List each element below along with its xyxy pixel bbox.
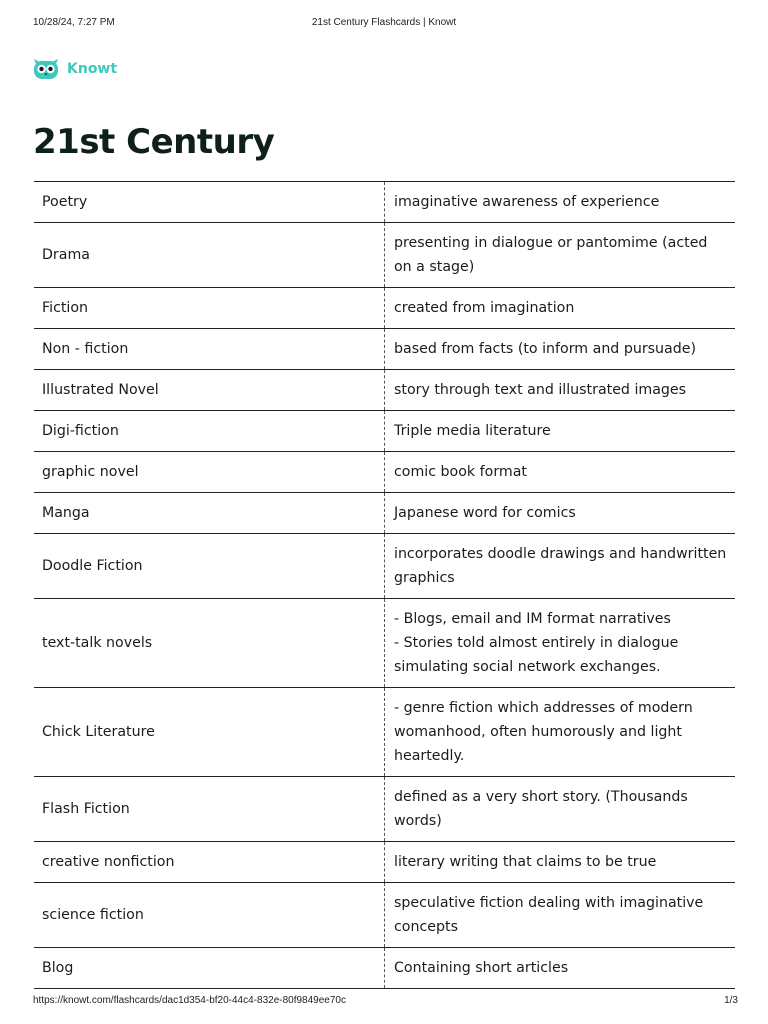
flashcard-definition [385,411,736,452]
definition-line: imaginative awareness of experience [394,194,660,210]
definition-line: presenting in dialogue or pantomime (acted on a stage) [394,235,708,275]
flashcard-row [34,452,735,493]
flashcard-term: Manga [34,493,385,534]
flashcard-definition [385,182,736,223]
definition-line: - genre fiction which addresses of modern womanhood, often humorously and light heartedly. [394,700,693,764]
flashcard-definition [385,599,736,688]
flashcard-term: Poetry [34,182,385,223]
flashcard-definition [385,452,736,493]
flashcard-row [34,883,735,948]
flashcard-row [34,948,735,989]
flashcard-row [34,223,735,288]
flashcard-term: science fiction [34,883,385,948]
print-page-title: 21st Century Flashcards | Knowt [311,17,457,28]
knowt-owl-logo-icon [33,58,59,80]
definition-line: - Stories told almost entirely in dialogue simulating social network exchanges. [394,635,679,675]
page-title: 21st Century [33,122,275,162]
flashcard-term: Non - fiction [34,329,385,370]
definition-line: Triple media literature [394,423,551,439]
flashcards-table [34,181,735,989]
flashcard-term: Illustrated Novel [34,370,385,411]
page-number: 1/3 [724,995,738,1006]
flashcard-row [34,842,735,883]
flashcard-row [34,288,735,329]
flashcard-row [34,688,735,777]
definition-line: based from facts (to inform and pursuade) [394,341,697,357]
flashcard-definition [385,329,736,370]
flashcard-term: Flash Fiction [34,777,385,842]
flashcard-definition [385,223,736,288]
flashcard-definition [385,883,736,948]
flashcard-row [34,411,735,452]
flashcard-row [34,534,735,599]
print-header [33,17,735,31]
page-url: https://knowt.com/flashcards/dac1d354-bf20-44c4-832e-80f9849ee70c [33,995,346,1006]
flashcard-row [34,777,735,842]
print-footer [33,995,738,1009]
flashcard-row [34,493,735,534]
definition-line: literary writing that claims to be true [394,854,657,870]
flashcard-definition [385,688,736,777]
flashcard-row [34,329,735,370]
definition-line: created from imagination [394,300,575,316]
print-date: 10/28/24, 7:27 PM [33,17,115,28]
flashcard-definition [385,777,736,842]
flashcard-term: Blog [34,948,385,989]
flashcard-term: Chick Literature [34,688,385,777]
definition-line: - Blogs, email and IM format narratives [394,611,671,627]
flashcard-row [34,182,735,223]
flashcard-definition [385,493,736,534]
flashcard-term: creative nonfiction [34,842,385,883]
definition-line: story through text and illustrated images [394,382,687,398]
flashcard-row [34,599,735,688]
flashcard-term: Digi-fiction [34,411,385,452]
flashcard-term: text-talk novels [34,599,385,688]
definition-line: Japanese word for comics [394,505,576,521]
definition-line: defined as a very short story. (Thousands words) [394,789,688,829]
definition-line: Containing short articles [394,960,569,976]
flashcard-term: graphic novel [34,452,385,493]
flashcard-term: Drama [34,223,385,288]
definition-line: speculative fiction dealing with imaginative concepts [394,895,704,935]
flashcard-definition [385,370,736,411]
brand-logo-link[interactable] [33,57,117,81]
flashcard-definition [385,842,736,883]
flashcard-definition [385,288,736,329]
definition-line: incorporates doodle drawings and handwritten graphics [394,546,727,586]
flashcard-row [34,370,735,411]
brand-name: Knowt [67,61,118,77]
flashcard-definition [385,534,736,599]
flashcard-term: Fiction [34,288,385,329]
flashcard-definition [385,948,736,989]
flashcard-term: Doodle Fiction [34,534,385,599]
definition-line: comic book format [394,464,527,480]
